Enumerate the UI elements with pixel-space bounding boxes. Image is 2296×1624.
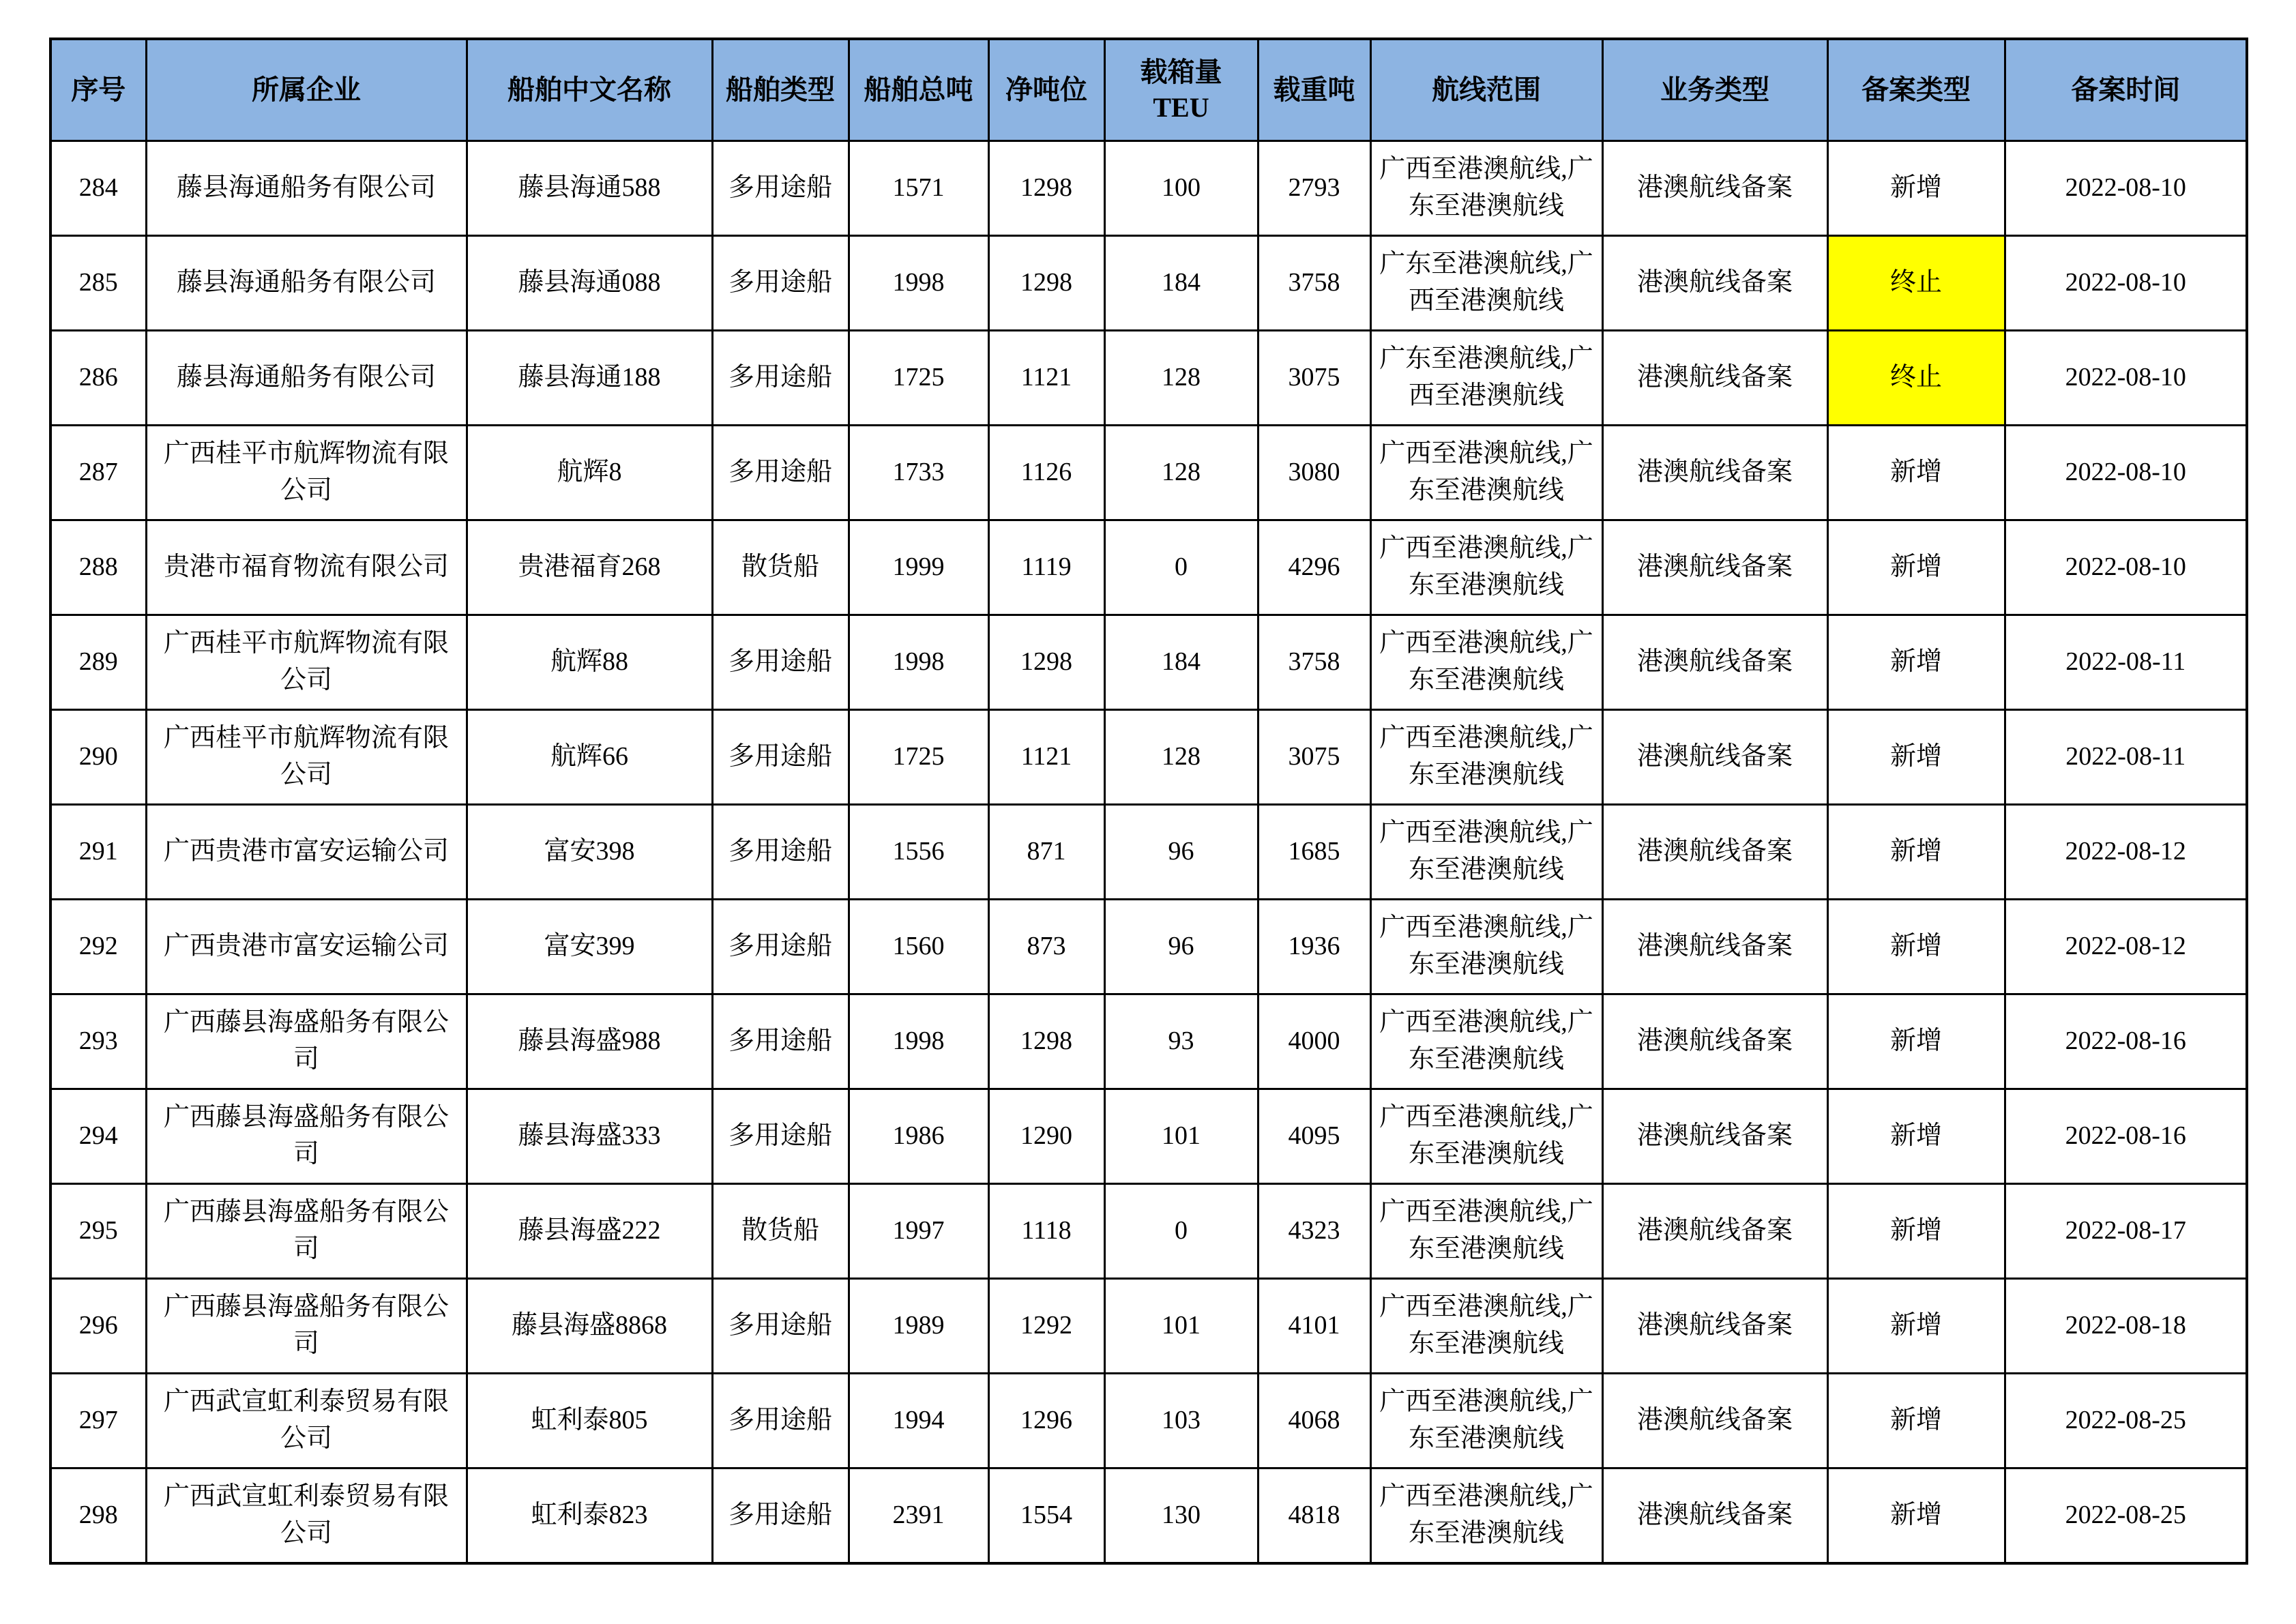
cell-gross-tonnage: 1556 <box>849 805 988 900</box>
cell-business-type: 港澳航线备案 <box>1602 615 1827 710</box>
table-row <box>50 1089 2247 1184</box>
cell-filing-type: 新增 <box>1827 1279 2005 1374</box>
cell-route: 广东至港澳航线,广西至港澳航线 <box>1370 236 1602 331</box>
cell-deadweight: 4296 <box>1258 520 1370 615</box>
cell-net-tonnage: 1554 <box>988 1468 1104 1564</box>
cell-deadweight: 3758 <box>1258 236 1370 331</box>
cell-net-tonnage: 1290 <box>988 1089 1104 1184</box>
cell-filing-type: 新增 <box>1827 1468 2005 1564</box>
cell-gross-tonnage: 1998 <box>849 994 988 1089</box>
cell-ship-name: 航辉88 <box>467 615 712 710</box>
table-row <box>50 141 2247 236</box>
cell-filing-type: 新增 <box>1827 426 2005 520</box>
cell-gross-tonnage: 1725 <box>849 710 988 805</box>
cell-route: 广西至港澳航线,广东至港澳航线 <box>1370 615 1602 710</box>
cell-gross-tonnage: 1560 <box>849 900 988 994</box>
header-row <box>50 39 2247 141</box>
cell-ship-name: 藤县海通188 <box>467 331 712 426</box>
cell-no: 287 <box>50 426 146 520</box>
cell-business-type: 港澳航线备案 <box>1602 994 1827 1089</box>
cell-business-type: 港澳航线备案 <box>1602 331 1827 426</box>
cell-deadweight: 1685 <box>1258 805 1370 900</box>
cell-no: 297 <box>50 1374 146 1468</box>
cell-ship-name: 藤县海通088 <box>467 236 712 331</box>
cell-ship-name: 虹利泰805 <box>467 1374 712 1468</box>
cell-deadweight: 3075 <box>1258 331 1370 426</box>
cell-no: 286 <box>50 331 146 426</box>
cell-ship-type: 多用途船 <box>712 1089 849 1184</box>
cell-ship-type: 多用途船 <box>712 1468 849 1564</box>
cell-company: 广西藤县海盛船务有限公司 <box>146 1089 467 1184</box>
cell-route: 广西至港澳航线,广东至港澳航线 <box>1370 1089 1602 1184</box>
cell-business-type: 港澳航线备案 <box>1602 1374 1827 1468</box>
vessel-filing-table <box>49 38 2248 1565</box>
header-filing-date: 备案时间 <box>2005 39 2247 141</box>
header-company: 所属企业 <box>146 39 467 141</box>
table-row <box>50 1279 2247 1374</box>
cell-filing-date: 2022-08-25 <box>2005 1468 2247 1564</box>
cell-no: 298 <box>50 1468 146 1564</box>
cell-ship-type: 多用途船 <box>712 900 849 994</box>
header-filing-type: 备案类型 <box>1827 39 2005 141</box>
cell-ship-name: 藤县海盛222 <box>467 1184 712 1279</box>
cell-route: 广西至港澳航线,广东至港澳航线 <box>1370 1279 1602 1374</box>
cell-no: 295 <box>50 1184 146 1279</box>
cell-filing-date: 2022-08-10 <box>2005 141 2247 236</box>
cell-ship-type: 散货船 <box>712 1184 849 1279</box>
table-row <box>50 236 2247 331</box>
header-ship-name: 船舶中文名称 <box>467 39 712 141</box>
header-route: 航线范围 <box>1370 39 1602 141</box>
header-deadweight: 载重吨 <box>1258 39 1370 141</box>
cell-net-tonnage: 871 <box>988 805 1104 900</box>
cell-company: 广西桂平市航辉物流有限公司 <box>146 615 467 710</box>
cell-no: 294 <box>50 1089 146 1184</box>
cell-filing-date: 2022-08-10 <box>2005 331 2247 426</box>
cell-route: 广西至港澳航线,广东至港澳航线 <box>1370 1468 1602 1564</box>
cell-company: 广西贵港市富安运输公司 <box>146 805 467 900</box>
header-net-tonnage: 净吨位 <box>988 39 1104 141</box>
cell-net-tonnage: 1118 <box>988 1184 1104 1279</box>
cell-company: 贵港市福育物流有限公司 <box>146 520 467 615</box>
cell-filing-type: 新增 <box>1827 520 2005 615</box>
cell-route: 广西至港澳航线,广东至港澳航线 <box>1370 141 1602 236</box>
cell-filing-type: 新增 <box>1827 615 2005 710</box>
cell-ship-type: 多用途船 <box>712 236 849 331</box>
table-row <box>50 615 2247 710</box>
cell-company: 藤县海通船务有限公司 <box>146 331 467 426</box>
table-row <box>50 710 2247 805</box>
cell-deadweight: 4323 <box>1258 1184 1370 1279</box>
cell-no: 293 <box>50 994 146 1089</box>
cell-deadweight: 4068 <box>1258 1374 1370 1468</box>
cell-business-type: 港澳航线备案 <box>1602 520 1827 615</box>
cell-net-tonnage: 1292 <box>988 1279 1104 1374</box>
cell-filing-date: 2022-08-17 <box>2005 1184 2247 1279</box>
cell-no: 285 <box>50 236 146 331</box>
cell-deadweight: 3075 <box>1258 710 1370 805</box>
cell-company: 广西桂平市航辉物流有限公司 <box>146 710 467 805</box>
cell-teu: 100 <box>1104 141 1258 236</box>
cell-gross-tonnage: 1733 <box>849 426 988 520</box>
cell-route: 广西至港澳航线,广东至港澳航线 <box>1370 994 1602 1089</box>
cell-gross-tonnage: 1998 <box>849 615 988 710</box>
cell-deadweight: 3758 <box>1258 615 1370 710</box>
header-business-type: 业务类型 <box>1602 39 1827 141</box>
cell-filing-type: 新增 <box>1827 805 2005 900</box>
cell-route: 广东至港澳航线,广西至港澳航线 <box>1370 331 1602 426</box>
cell-ship-name: 藤县海盛333 <box>467 1089 712 1184</box>
cell-business-type: 港澳航线备案 <box>1602 1184 1827 1279</box>
cell-gross-tonnage: 1986 <box>849 1089 988 1184</box>
cell-no: 291 <box>50 805 146 900</box>
cell-business-type: 港澳航线备案 <box>1602 805 1827 900</box>
cell-filing-date: 2022-08-12 <box>2005 805 2247 900</box>
cell-filing-type: 终止 <box>1827 331 2005 426</box>
cell-teu: 96 <box>1104 805 1258 900</box>
cell-deadweight: 4000 <box>1258 994 1370 1089</box>
cell-company: 广西藤县海盛船务有限公司 <box>146 1184 467 1279</box>
cell-ship-type: 散货船 <box>712 520 849 615</box>
cell-business-type: 港澳航线备案 <box>1602 1089 1827 1184</box>
cell-net-tonnage: 873 <box>988 900 1104 994</box>
header-teu: 载箱量TEU <box>1104 39 1258 141</box>
cell-route: 广西至港澳航线,广东至港澳航线 <box>1370 710 1602 805</box>
cell-net-tonnage: 1121 <box>988 331 1104 426</box>
cell-filing-date: 2022-08-11 <box>2005 615 2247 710</box>
cell-filing-type: 新增 <box>1827 1089 2005 1184</box>
table-row <box>50 426 2247 520</box>
cell-filing-date: 2022-08-10 <box>2005 520 2247 615</box>
cell-teu: 184 <box>1104 615 1258 710</box>
cell-company: 广西贵港市富安运输公司 <box>146 900 467 994</box>
cell-company: 藤县海通船务有限公司 <box>146 141 467 236</box>
cell-teu: 96 <box>1104 900 1258 994</box>
cell-deadweight: 4095 <box>1258 1089 1370 1184</box>
cell-route: 广西至港澳航线,广东至港澳航线 <box>1370 900 1602 994</box>
table-row <box>50 1374 2247 1468</box>
table-row <box>50 1184 2247 1279</box>
cell-ship-type: 多用途船 <box>712 1279 849 1374</box>
table-row <box>50 900 2247 994</box>
cell-business-type: 港澳航线备案 <box>1602 426 1827 520</box>
cell-gross-tonnage: 1571 <box>849 141 988 236</box>
cell-net-tonnage: 1121 <box>988 710 1104 805</box>
cell-route: 广西至港澳航线,广东至港澳航线 <box>1370 805 1602 900</box>
cell-no: 288 <box>50 520 146 615</box>
cell-deadweight: 4818 <box>1258 1468 1370 1564</box>
cell-ship-name: 藤县海盛8868 <box>467 1279 712 1374</box>
cell-business-type: 港澳航线备案 <box>1602 141 1827 236</box>
cell-teu: 101 <box>1104 1089 1258 1184</box>
cell-net-tonnage: 1298 <box>988 615 1104 710</box>
cell-ship-type: 多用途船 <box>712 994 849 1089</box>
cell-teu: 128 <box>1104 710 1258 805</box>
cell-teu: 130 <box>1104 1468 1258 1564</box>
cell-deadweight: 1936 <box>1258 900 1370 994</box>
cell-ship-type: 多用途船 <box>712 141 849 236</box>
cell-deadweight: 2793 <box>1258 141 1370 236</box>
cell-route: 广西至港澳航线,广东至港澳航线 <box>1370 426 1602 520</box>
cell-filing-type: 新增 <box>1827 1374 2005 1468</box>
cell-filing-date: 2022-08-12 <box>2005 900 2247 994</box>
cell-route: 广西至港澳航线,广东至港澳航线 <box>1370 1184 1602 1279</box>
cell-net-tonnage: 1298 <box>988 141 1104 236</box>
cell-company: 广西武宣虹利泰贸易有限公司 <box>146 1374 467 1468</box>
cell-ship-name: 富安398 <box>467 805 712 900</box>
cell-no: 296 <box>50 1279 146 1374</box>
cell-net-tonnage: 1119 <box>988 520 1104 615</box>
cell-teu: 103 <box>1104 1374 1258 1468</box>
table-row <box>50 994 2247 1089</box>
cell-ship-name: 藤县海盛988 <box>467 994 712 1089</box>
header-no: 序号 <box>50 39 146 141</box>
cell-company: 藤县海通船务有限公司 <box>146 236 467 331</box>
header-ship-type: 船舶类型 <box>712 39 849 141</box>
cell-business-type: 港澳航线备案 <box>1602 900 1827 994</box>
cell-filing-date: 2022-08-10 <box>2005 236 2247 331</box>
cell-ship-name: 虹利泰823 <box>467 1468 712 1564</box>
cell-filing-date: 2022-08-10 <box>2005 426 2247 520</box>
cell-net-tonnage: 1298 <box>988 236 1104 331</box>
table-row <box>50 1468 2247 1564</box>
cell-gross-tonnage: 1998 <box>849 236 988 331</box>
cell-route: 广西至港澳航线,广东至港澳航线 <box>1370 1374 1602 1468</box>
table-row <box>50 805 2247 900</box>
cell-gross-tonnage: 1997 <box>849 1184 988 1279</box>
cell-deadweight: 4101 <box>1258 1279 1370 1374</box>
cell-gross-tonnage: 1994 <box>849 1374 988 1468</box>
cell-ship-type: 多用途船 <box>712 805 849 900</box>
cell-company: 广西桂平市航辉物流有限公司 <box>146 426 467 520</box>
cell-ship-type: 多用途船 <box>712 615 849 710</box>
cell-net-tonnage: 1126 <box>988 426 1104 520</box>
cell-ship-type: 多用途船 <box>712 426 849 520</box>
cell-business-type: 港澳航线备案 <box>1602 1279 1827 1374</box>
cell-ship-name: 藤县海通588 <box>467 141 712 236</box>
cell-net-tonnage: 1296 <box>988 1374 1104 1468</box>
cell-company: 广西藤县海盛船务有限公司 <box>146 994 467 1089</box>
cell-ship-name: 航辉66 <box>467 710 712 805</box>
cell-filing-type: 新增 <box>1827 1184 2005 1279</box>
cell-ship-type: 多用途船 <box>712 331 849 426</box>
cell-no: 289 <box>50 615 146 710</box>
cell-no: 284 <box>50 141 146 236</box>
header-gross-tonnage: 船舶总吨 <box>849 39 988 141</box>
cell-ship-type: 多用途船 <box>712 710 849 805</box>
cell-gross-tonnage: 2391 <box>849 1468 988 1564</box>
cell-business-type: 港澳航线备案 <box>1602 710 1827 805</box>
cell-filing-date: 2022-08-16 <box>2005 994 2247 1089</box>
cell-business-type: 港澳航线备案 <box>1602 1468 1827 1564</box>
cell-route: 广西至港澳航线,广东至港澳航线 <box>1370 520 1602 615</box>
cell-teu: 93 <box>1104 994 1258 1089</box>
cell-ship-name: 航辉8 <box>467 426 712 520</box>
cell-ship-name: 贵港福育268 <box>467 520 712 615</box>
cell-business-type: 港澳航线备案 <box>1602 236 1827 331</box>
cell-gross-tonnage: 1725 <box>849 331 988 426</box>
cell-teu: 128 <box>1104 426 1258 520</box>
cell-filing-type: 新增 <box>1827 141 2005 236</box>
cell-ship-type: 多用途船 <box>712 1374 849 1468</box>
cell-company: 广西武宣虹利泰贸易有限公司 <box>146 1468 467 1564</box>
cell-teu: 0 <box>1104 1184 1258 1279</box>
table-row <box>50 331 2247 426</box>
cell-gross-tonnage: 1989 <box>849 1279 988 1374</box>
cell-company: 广西藤县海盛船务有限公司 <box>146 1279 467 1374</box>
table-body <box>50 141 2247 1564</box>
cell-filing-date: 2022-08-18 <box>2005 1279 2247 1374</box>
cell-no: 290 <box>50 710 146 805</box>
cell-teu: 101 <box>1104 1279 1258 1374</box>
cell-teu: 184 <box>1104 236 1258 331</box>
cell-no: 292 <box>50 900 146 994</box>
cell-filing-date: 2022-08-16 <box>2005 1089 2247 1184</box>
cell-teu: 128 <box>1104 331 1258 426</box>
cell-filing-date: 2022-08-11 <box>2005 710 2247 805</box>
cell-teu: 0 <box>1104 520 1258 615</box>
cell-filing-type: 新增 <box>1827 994 2005 1089</box>
cell-filing-type: 新增 <box>1827 710 2005 805</box>
cell-gross-tonnage: 1999 <box>849 520 988 615</box>
cell-net-tonnage: 1298 <box>988 994 1104 1089</box>
cell-ship-name: 富安399 <box>467 900 712 994</box>
cell-filing-type: 新增 <box>1827 900 2005 994</box>
cell-filing-type: 终止 <box>1827 236 2005 331</box>
cell-filing-date: 2022-08-25 <box>2005 1374 2247 1468</box>
cell-deadweight: 3080 <box>1258 426 1370 520</box>
table-row <box>50 520 2247 615</box>
